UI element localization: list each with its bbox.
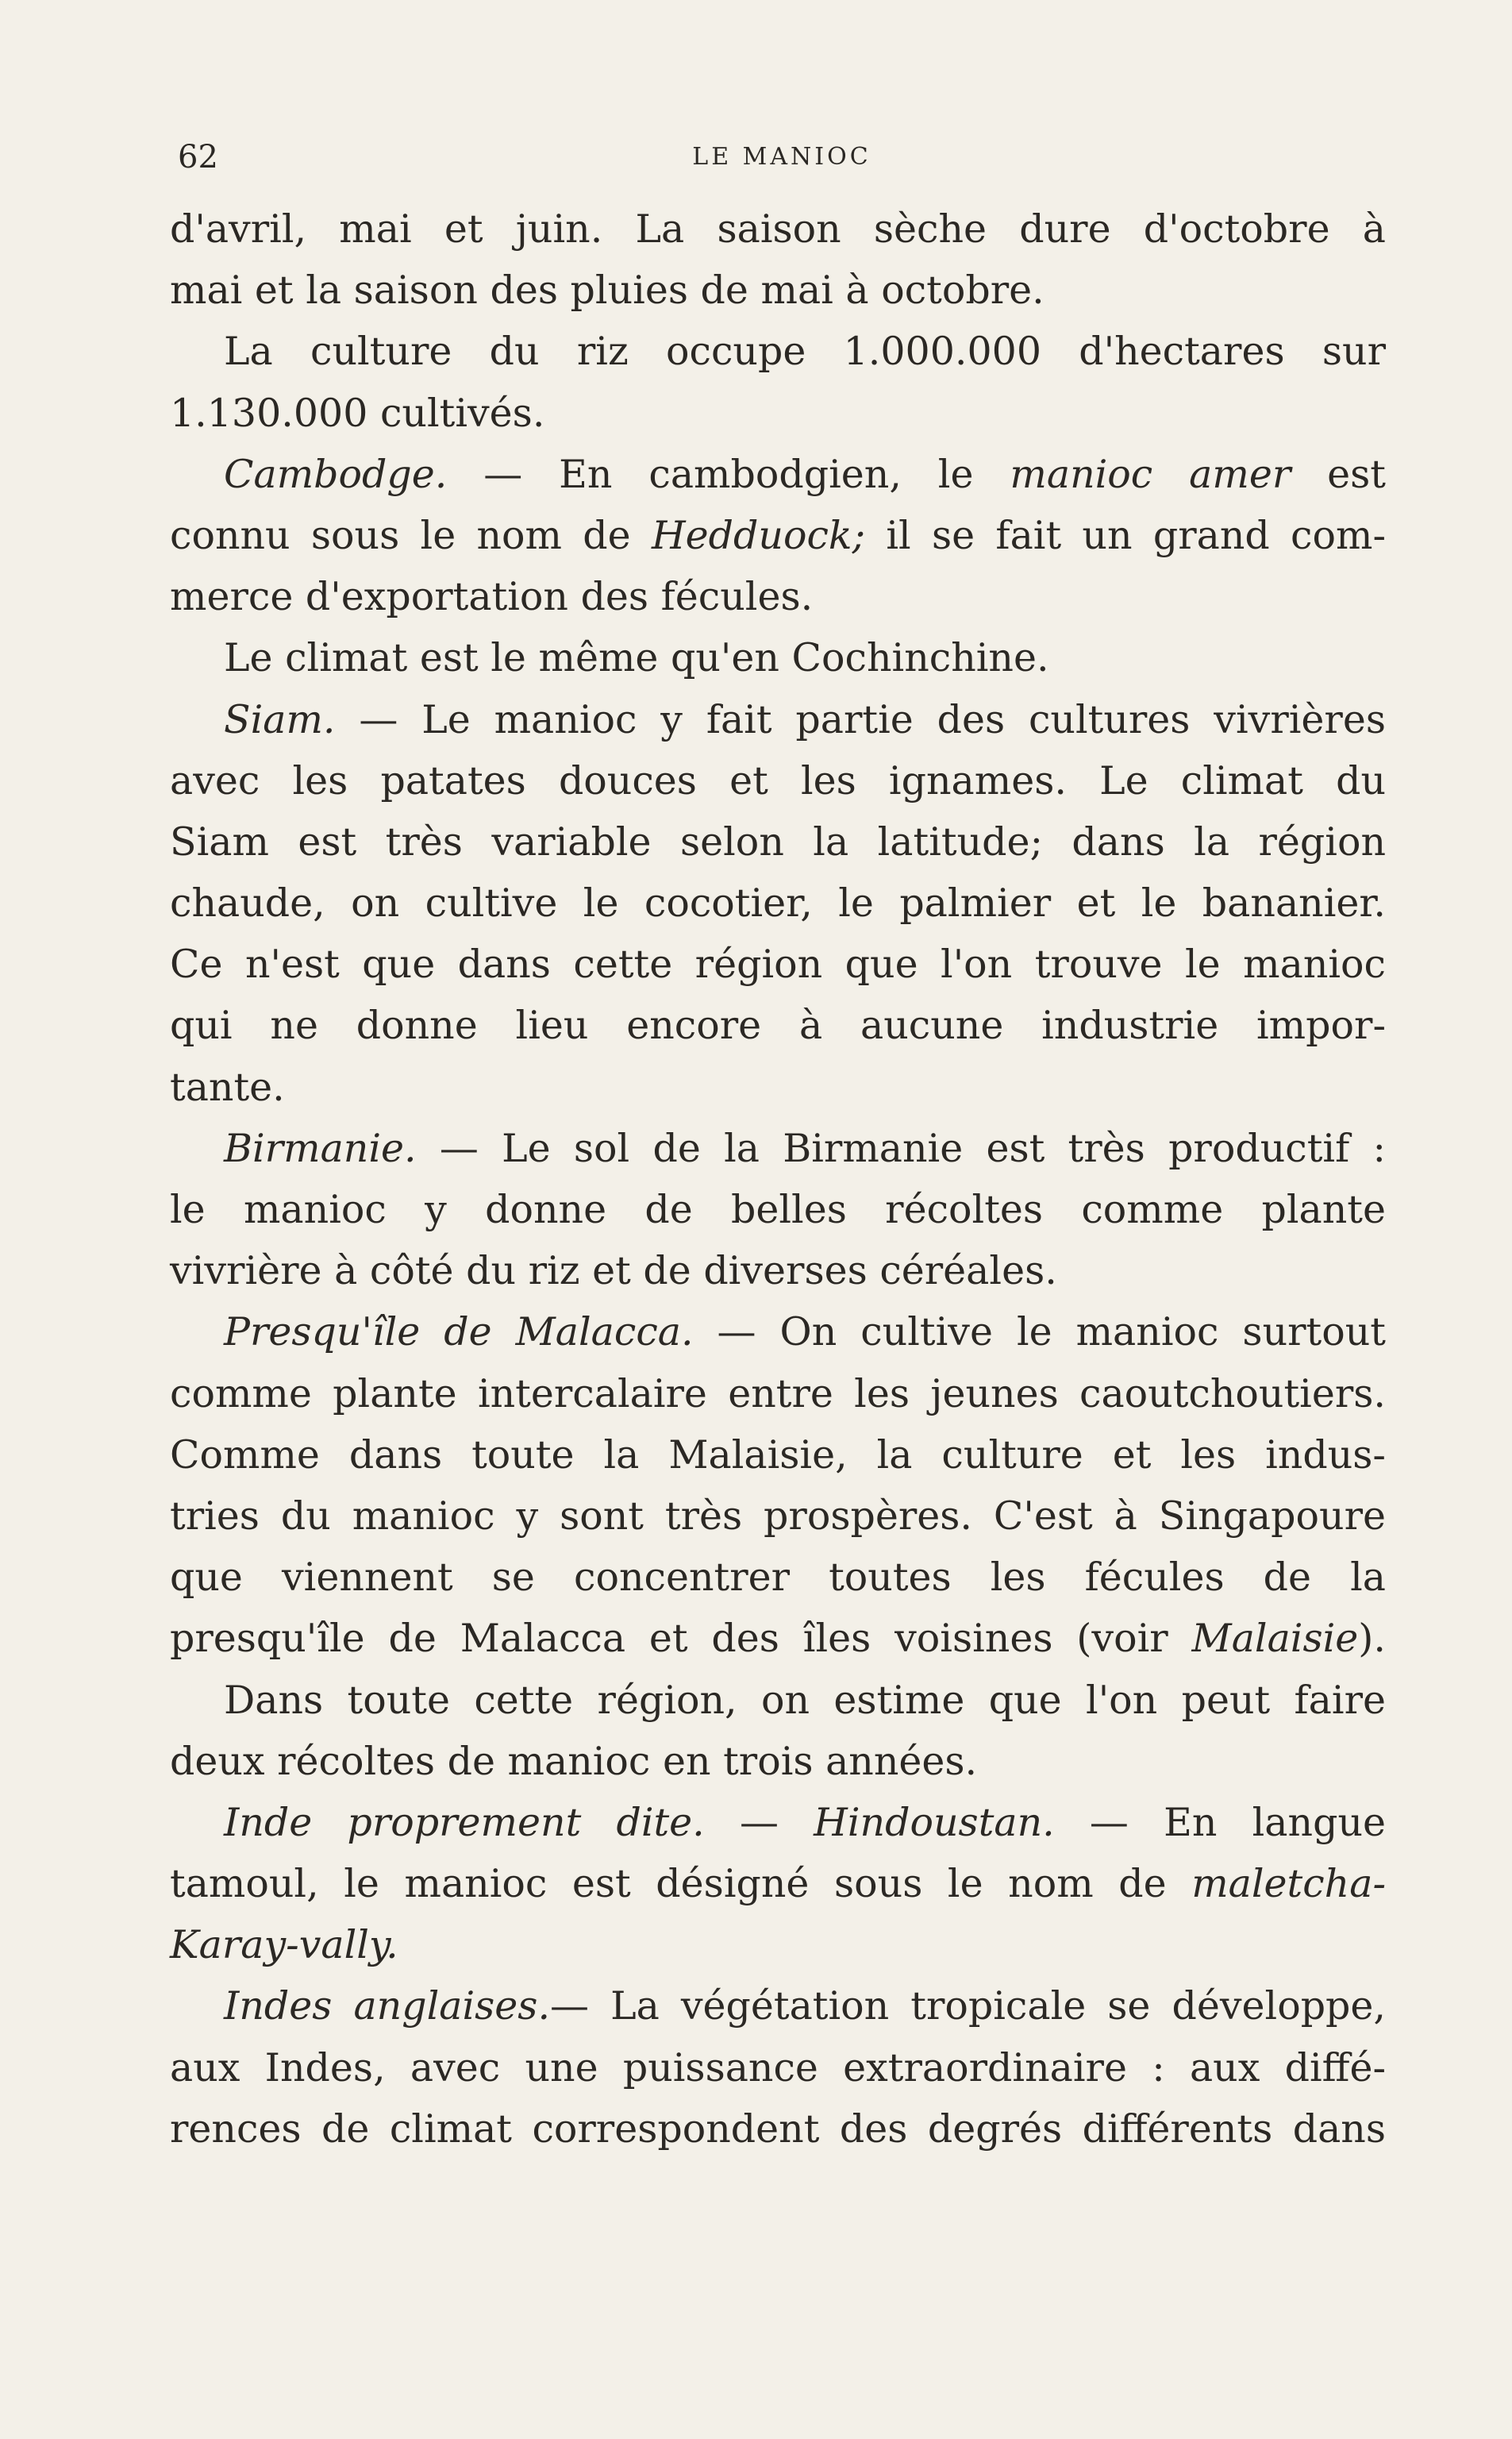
text-line: qui ne donne lieu encore à aucune industrie impor-: [170, 1003, 1386, 1049]
text-line: Cambodge. — En cambodgien, le manioc amer est: [224, 451, 1386, 497]
text-line: Dans toute cette région, on estime que l'on peut faire: [224, 1677, 1386, 1723]
text-line: [170, 1914, 1386, 1975]
text-line: deux récoltes de manioc en trois années.: [170, 1738, 978, 1784]
section-heading-malacca: Presqu'île de Malacca.: [224, 1309, 694, 1355]
text-line: mai et la saison des pluies de mai à octobre.: [170, 268, 1045, 314]
text-line: vivrière à côté du riz et de diverses céréales.: [170, 1248, 1057, 1294]
page-header: [178, 133, 1386, 181]
text-line: La culture du riz occupe 1.000.000 d'hectares sur: [224, 329, 1386, 375]
text-line: tante.: [170, 1064, 285, 1110]
body-text: [170, 198, 1386, 2160]
text-line: Presqu'île de Malacca. — On cultive le manioc surtout: [224, 1309, 1386, 1355]
term-hedduock: Hedduock;: [651, 512, 866, 558]
text-line: 1.130.000 cultivés.: [170, 390, 545, 436]
text-line: tries du manioc y sont très prospères. C'est à Singapoure: [170, 1493, 1386, 1539]
text-line: que viennent se concentrer toutes les fécules de la: [170, 1555, 1386, 1601]
text-line: Siam est très variable selon la latitude; dans la région: [170, 819, 1386, 865]
section-heading-indes-anglaises: Indes anglaises.: [224, 1983, 551, 2029]
text-line: Birmanie. — Le sol de la Birmanie est très productif :: [224, 1125, 1386, 1171]
text-line: Comme dans toute la Malaisie, la culture et les indus-: [170, 1431, 1386, 1478]
text-line: le manioc y donne de belles récoltes comme plante: [170, 1187, 1386, 1232]
text-line: Inde proprement dite. — Hindoustan. — En langue: [224, 1799, 1387, 1845]
text-line: Ce n'est que dans cette région que l'on trouve le manioc: [170, 942, 1386, 988]
text-line: merce d'exportation des fécules.: [170, 574, 814, 620]
text-line: Indes anglaises.— La végétation tropicale se développe,: [224, 1983, 1386, 2029]
text-line: tamoul, le manioc est désigné sous le nom de maletcha-: [170, 1861, 1386, 1907]
term-karay-vally: Karay-vally.: [170, 1922, 398, 1968]
running-title: LE MANIOC: [692, 143, 871, 171]
reference-malaisie: Malaisie: [1191, 1616, 1359, 1662]
section-heading-siam: Siam.: [224, 696, 336, 742]
section-heading-inde: Inde proprement dite.: [224, 1799, 705, 1845]
text-line: aux Indes, avec une puissance extraordinaire : aux diffé-: [170, 2044, 1386, 2090]
text-line: d'avril, mai et juin. La saison sèche dure d'octobre à: [170, 206, 1386, 252]
text-line: presqu'île de Malacca et des îles voisines (voir Malaisie).: [170, 1616, 1386, 1662]
term-manioc-amer: manioc amer: [1010, 451, 1291, 497]
text-line: avec les patates douces et les ignames. Le climat du: [170, 757, 1386, 803]
section-heading-hindoustan: Hindoustan.: [814, 1799, 1055, 1845]
page-number: 62: [178, 139, 218, 175]
section-heading-cambodge: Cambodge.: [224, 451, 448, 497]
section-heading-birmanie: Birmanie.: [224, 1125, 417, 1171]
text-line: comme plante intercalaire entre les jeunes caoutchoutiers.: [170, 1370, 1386, 1416]
text-line: Le climat est le même qu'en Cochinchine.: [224, 635, 1049, 681]
term-maletcha: maletcha-: [1191, 1861, 1386, 1907]
text-line: Siam. — Le manioc y fait partie des cultures vivrières: [224, 696, 1386, 742]
text-line: chaude, on cultive le cocotier, le palmier et le bananier.: [170, 880, 1386, 927]
text-line: connu sous le nom de Hedduock; il se fait un grand com-: [170, 512, 1386, 558]
text-line: rences de climat correspondent des degrés différents dans: [170, 2106, 1386, 2152]
